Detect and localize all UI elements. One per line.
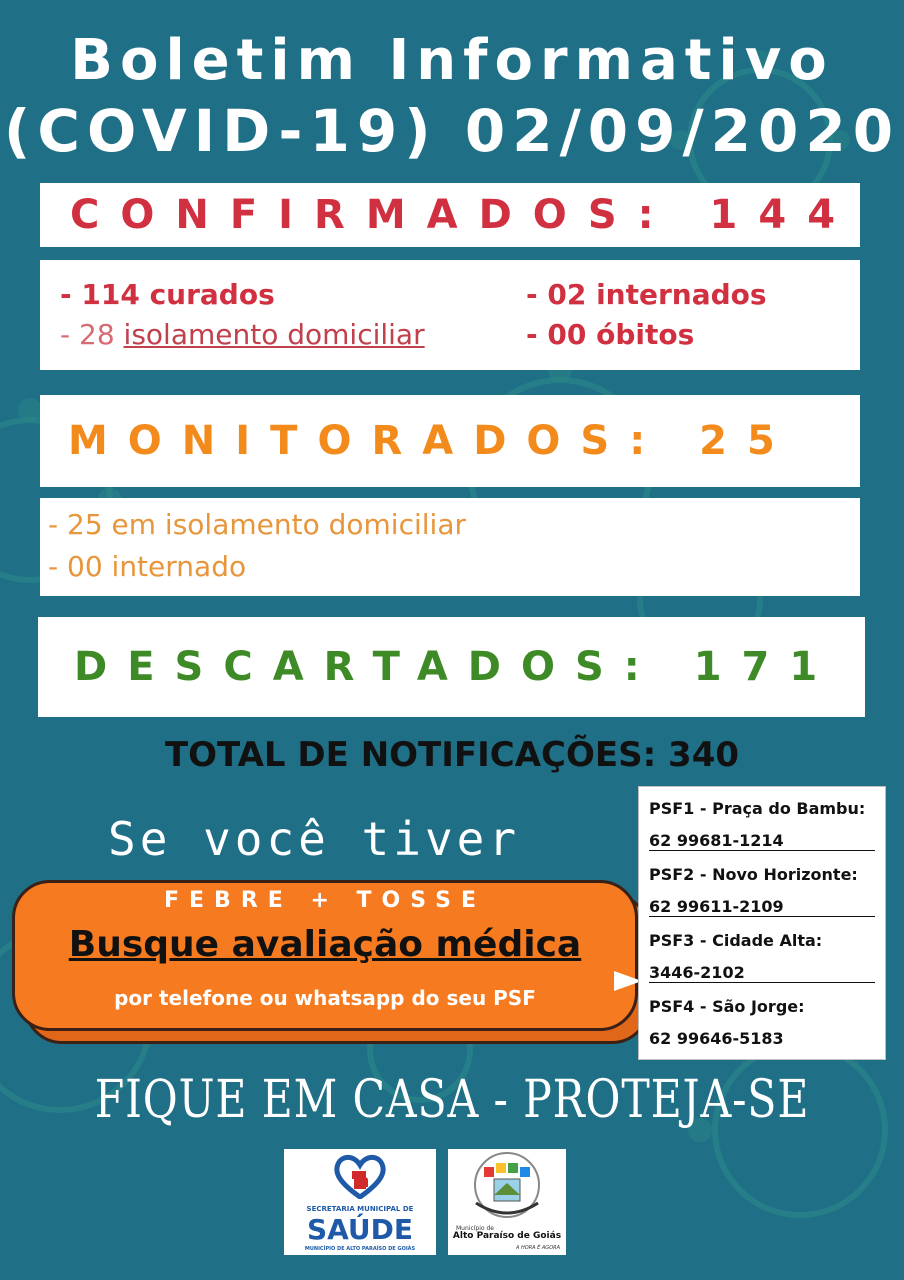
municipio-crest-icon xyxy=(462,1151,552,1223)
psf3-phone[interactable]: 3446-2102 xyxy=(649,963,875,983)
saude-logo xyxy=(284,1149,436,1255)
psf-contact-card xyxy=(638,786,886,1060)
alert-channel: por telefone ou whatsapp do seu PSF xyxy=(114,986,536,1010)
descartados-box xyxy=(38,617,865,717)
monitorados-detail-box xyxy=(40,498,860,596)
bulletin-title: Boletim Informativo xyxy=(70,28,834,93)
municipio-logo xyxy=(448,1149,566,1255)
monitorados-internado: - 00 internado xyxy=(48,550,247,583)
alert-intro: Se você tiver xyxy=(108,812,521,866)
monitorados-isolamento: - 25 em isolamento domiciliar xyxy=(48,508,466,541)
slogan: FIQUE EM CASA - PROTEJA-SE xyxy=(94,1070,810,1130)
isolamento-prefix: - 28 xyxy=(60,318,124,351)
monitorados-heading: MONITORADOS: 25 xyxy=(68,418,795,464)
bulletin-date-title: (COVID-19) 02/09/2020 xyxy=(3,97,901,165)
psf4-phone[interactable]: 62 99646-5183 xyxy=(649,1029,784,1048)
obitos-count: - 00 óbitos xyxy=(526,318,695,351)
psf4-name: PSF4 - São Jorge: xyxy=(649,997,805,1016)
municipio-small-text: Município de xyxy=(456,1225,494,1232)
descartados-heading: DESCARTADOS: 171 xyxy=(74,644,838,690)
alert-action: Busque avaliação médica xyxy=(68,924,582,965)
isolamento-link[interactable]: isolamento domiciliar xyxy=(123,318,425,351)
psf1-phone[interactable]: 62 99681-1214 xyxy=(649,831,875,851)
monitorados-header-box xyxy=(40,395,860,487)
saude-top-text: SECRETARIA MUNICIPAL DE xyxy=(306,1205,414,1213)
confirmados-heading: CONFIRMADOS: 144 xyxy=(70,192,857,238)
saude-sub-text: MUNICÍPIO DE ALTO PARAÍSO DE GOIÁS xyxy=(304,1246,416,1252)
total-notificacoes: TOTAL DE NOTIFICAÇÕES: 340 xyxy=(164,735,740,775)
saude-heart-icon xyxy=(334,1153,386,1199)
municipio-motto-text: A HORA É AGORA xyxy=(515,1245,560,1251)
isolamento-count xyxy=(60,318,425,351)
psf1-name: PSF1 - Praça do Bambu: xyxy=(649,799,866,818)
confirmados-detail-box xyxy=(40,260,860,370)
municipio-main-text: Alto Paraíso de Goiás xyxy=(452,1231,562,1241)
psf3-name: PSF3 - Cidade Alta: xyxy=(649,931,823,950)
psf2-name: PSF2 - Novo Horizonte: xyxy=(649,865,858,884)
saude-main-text: SAÚDE xyxy=(306,1213,414,1246)
internados-count: - 02 internados xyxy=(526,278,767,311)
confirmados-header-box xyxy=(40,183,860,247)
psf2-phone[interactable]: 62 99611-2109 xyxy=(649,897,875,917)
curados-count: - 114 curados xyxy=(60,278,275,311)
alert-symptoms: FEBRE + TOSSE xyxy=(164,888,486,913)
